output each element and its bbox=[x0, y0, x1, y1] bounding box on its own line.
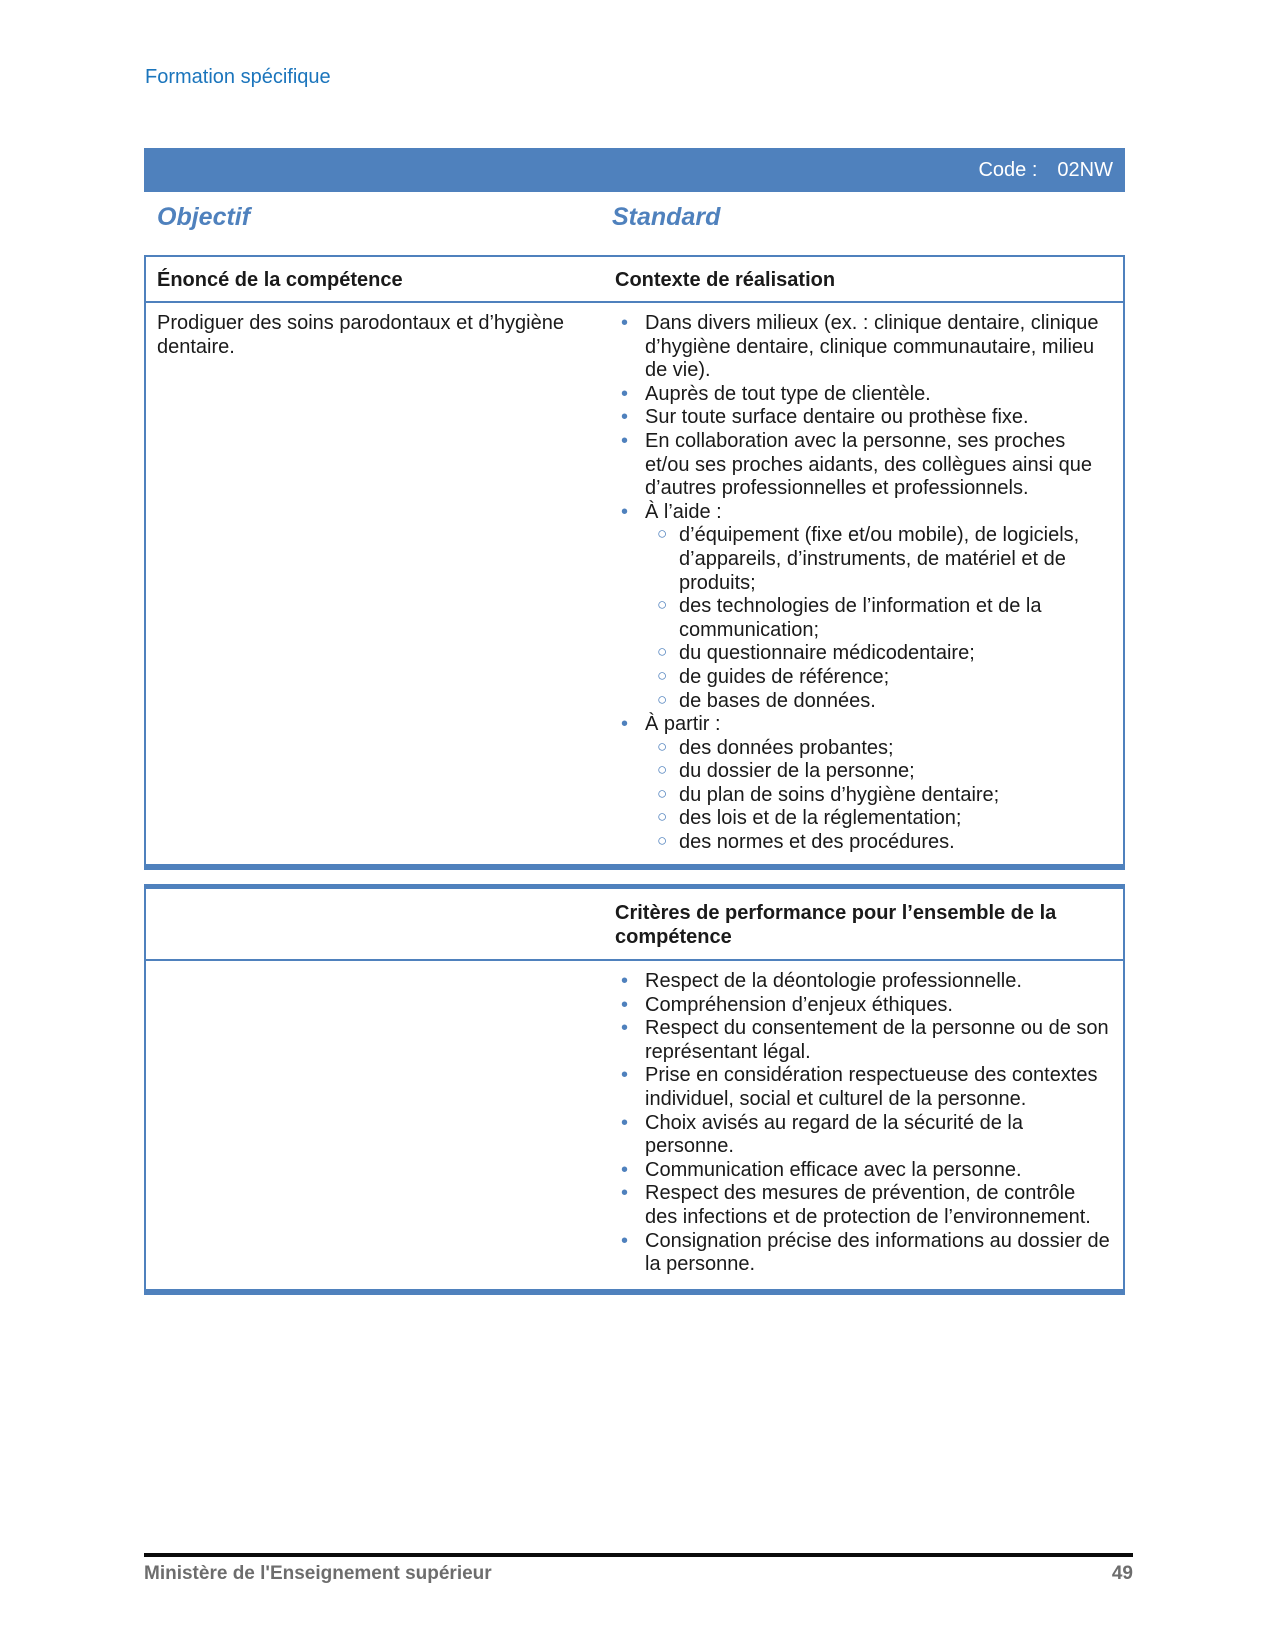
circle-bullet-icon: ○ bbox=[657, 642, 668, 662]
bullet-icon: • bbox=[621, 406, 629, 429]
criteria-header-empty-cell bbox=[146, 889, 604, 959]
bullet-icon: • bbox=[621, 429, 629, 452]
list-item-text: Compréhension d’enjeux éthiques. bbox=[645, 993, 953, 1016]
context-list bbox=[604, 303, 1123, 864]
circle-bullet-icon: ○ bbox=[657, 524, 668, 544]
sub-list-item bbox=[653, 690, 1113, 714]
list-item bbox=[615, 1230, 1113, 1277]
competence-statement: Prodiguer des soins parodontaux et d’hygiène dentaire. bbox=[157, 312, 564, 358]
circle-bullet-icon: ○ bbox=[657, 595, 668, 615]
list-item-text: des technologies de l’information et de la communication; bbox=[679, 595, 1042, 641]
competence-table bbox=[144, 255, 1125, 870]
list-item bbox=[615, 1064, 1113, 1111]
criteria-body-empty-cell bbox=[146, 961, 604, 1289]
list-item bbox=[615, 312, 1113, 383]
bullet-icon: • bbox=[621, 970, 629, 992]
list-item-text: À partir : bbox=[645, 713, 721, 736]
list-item-text: du plan de soins d’hygiène dentaire; bbox=[679, 783, 1000, 806]
list-item-text: En collaboration avec la personne, ses proches et/ou ses proches aidants, des collègues ainsi que d’autres professionnelles et professionnels. bbox=[645, 429, 1092, 500]
bullet-icon: • bbox=[621, 993, 629, 1016]
sub-list-item bbox=[653, 642, 1113, 666]
sub-list-item bbox=[653, 760, 1113, 784]
bullet-icon: • bbox=[621, 1017, 629, 1040]
footer-ministry: Ministère de l'Enseignement supérieur bbox=[144, 1563, 492, 1584]
running-head: Formation spécifique bbox=[145, 66, 331, 88]
circle-bullet-icon: ○ bbox=[657, 783, 668, 803]
list-item-text: des lois et de la réglementation; bbox=[679, 807, 962, 830]
bullet-icon: • bbox=[621, 382, 629, 405]
footer-page-number: 49 bbox=[1111, 1563, 1133, 1584]
header-contexte-realisation: Contexte de réalisation bbox=[615, 269, 836, 291]
sub-list-item bbox=[653, 784, 1113, 808]
sub-list-item bbox=[653, 831, 1113, 855]
section-heading-standard: Standard bbox=[612, 203, 721, 231]
list-item-text: À l’aide : bbox=[645, 500, 722, 523]
list-item-text: des normes et des procédures. bbox=[679, 831, 955, 854]
competence-table-header-row bbox=[146, 257, 1123, 303]
bullet-icon: • bbox=[621, 713, 629, 736]
list-item-text: des données probantes; bbox=[679, 736, 894, 759]
criteria-list bbox=[604, 961, 1123, 1289]
code-label: Code : bbox=[978, 158, 1038, 181]
criteria-table bbox=[144, 884, 1125, 1295]
list-item-text: de guides de référence; bbox=[679, 665, 890, 688]
page-footer bbox=[144, 1563, 1133, 1585]
list-item bbox=[615, 1182, 1113, 1229]
sub-list-item bbox=[653, 737, 1113, 761]
bullet-icon: • bbox=[621, 1158, 629, 1181]
criteria-table-body-row bbox=[146, 961, 1123, 1289]
code-banner bbox=[144, 148, 1125, 192]
list-item bbox=[615, 430, 1113, 501]
circle-bullet-icon: ○ bbox=[657, 760, 668, 780]
list-item-text: Choix avisés au regard de la sécurité de la personne. bbox=[645, 1111, 1023, 1158]
list-item bbox=[615, 1159, 1113, 1183]
list-item-text: Auprès de tout type de clientèle. bbox=[645, 382, 931, 405]
list-item-text: de bases de données. bbox=[679, 689, 876, 712]
sub-list-item bbox=[653, 807, 1113, 831]
list-item-text: Communication efficace avec la personne. bbox=[645, 1158, 1022, 1181]
circle-bullet-icon: ○ bbox=[657, 831, 668, 851]
list-item bbox=[615, 713, 1113, 737]
bullet-icon: • bbox=[621, 1229, 629, 1252]
sub-list-item bbox=[653, 666, 1113, 690]
list-item-text: du questionnaire médicodentaire; bbox=[679, 642, 975, 665]
bullet-icon: • bbox=[621, 312, 629, 334]
header-enonce-competence: Énoncé de la compétence bbox=[157, 269, 403, 291]
bullet-icon: • bbox=[621, 1182, 629, 1205]
list-item bbox=[615, 1017, 1113, 1064]
list-item bbox=[615, 383, 1113, 407]
circle-bullet-icon: ○ bbox=[657, 665, 668, 685]
list-item-text: d’équipement (fixe et/ou mobile), de logiciels, d’appareils, d’instruments, de matériel et de produits; bbox=[679, 524, 1080, 594]
list-item-text: Prise en considération respectueuse des contextes individuel, social et culturel de la personne. bbox=[645, 1064, 1098, 1110]
section-heading-objectif: Objectif bbox=[157, 203, 251, 231]
list-item-text: Respect de la déontologie professionnelle. bbox=[645, 970, 1022, 992]
criteria-table-header-row bbox=[146, 889, 1123, 961]
list-item-text: Dans divers milieux (ex. : clinique dentaire, clinique d’hygiène dentaire, clinique communautaire, milieu de vie). bbox=[645, 312, 1099, 382]
list-item-text: du dossier de la personne; bbox=[679, 760, 915, 783]
circle-bullet-icon: ○ bbox=[657, 689, 668, 709]
code-value: 02NW bbox=[1057, 158, 1113, 181]
list-item bbox=[615, 994, 1113, 1018]
sub-list-item bbox=[653, 524, 1113, 595]
competence-table-body-row bbox=[146, 303, 1123, 864]
list-item bbox=[615, 1112, 1113, 1159]
header-criteres-performance: Critères de performance pour l’ensemble de la compétence bbox=[615, 902, 1057, 948]
bullet-icon: • bbox=[621, 1064, 629, 1087]
list-item bbox=[615, 501, 1113, 525]
section-headings bbox=[144, 203, 1125, 237]
bullet-icon: • bbox=[621, 1111, 629, 1134]
circle-bullet-icon: ○ bbox=[657, 736, 668, 756]
bullet-icon: • bbox=[621, 500, 629, 523]
list-item-text: Sur toute surface dentaire ou prothèse fixe. bbox=[645, 406, 1029, 429]
list-item-text: Respect du consentement de la personne ou de son représentant légal. bbox=[645, 1017, 1109, 1063]
circle-bullet-icon: ○ bbox=[657, 807, 668, 827]
sub-list-item bbox=[653, 595, 1113, 642]
list-item-text: Consignation précise des informations au dossier de la personne. bbox=[645, 1229, 1110, 1276]
list-item-text: Respect des mesures de prévention, de contrôle des infections et de protection de l’environnement. bbox=[645, 1182, 1091, 1228]
list-item bbox=[615, 406, 1113, 430]
list-item bbox=[615, 970, 1113, 994]
footer-rule bbox=[144, 1553, 1133, 1557]
